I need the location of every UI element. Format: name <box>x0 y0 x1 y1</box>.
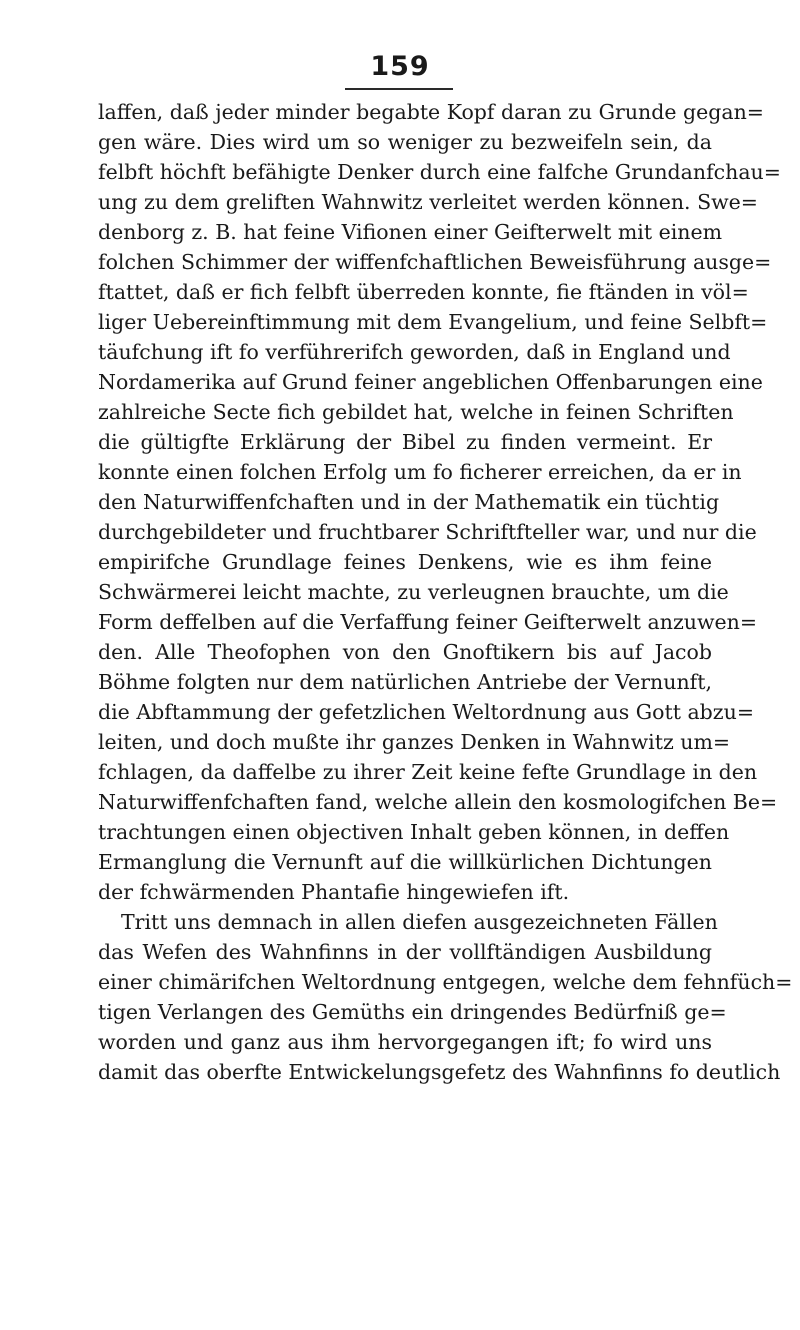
text-line: empirifche Grundlage feines Denkens, wie es ihm feine <box>98 550 712 574</box>
text-line: zahlreiche Secte fich gebildet hat, welche in feinen Schriften <box>98 400 734 424</box>
text-line: ung zu dem greliften Wahnwitz verleitet werden können. Swe= <box>98 190 758 214</box>
text-line: durchgebildeter und fruchtbarer Schriftfteller war, und nur die <box>98 520 757 544</box>
text-line: worden und ganz aus ihm hervorgegangen ift; fo wird uns <box>98 1030 712 1054</box>
text-line: den Naturwiffenfchaften und in der Mathematik ein tüchtig <box>98 490 720 514</box>
text-line: ftattet, daß er fich felbft überreden konnte, fie ftänden in völ= <box>98 280 749 304</box>
text-line: felbft höchft befähigte Denker durch eine falfche Grundanfchau= <box>98 160 781 184</box>
text-line: den. Alle Theofophen von den Gnoftikern bis auf Jacob <box>98 640 712 664</box>
text-line: die gültigfte Erklärung der Bibel zu finden vermeint. Er <box>98 430 712 454</box>
text-line: Form deffelben auf die Verfaffung feiner Geifterwelt anzuwen= <box>98 610 758 634</box>
text-line: das Wefen des Wahnfinns in der vollftändigen Ausbildung <box>98 940 712 964</box>
paragraph-start-line: Tritt uns demnach in allen diefen ausgezeichneten Fällen <box>121 910 718 934</box>
text-line: konnte einen folchen Erfolg um fo ficherer erreichen, da er in <box>98 460 742 484</box>
text-line: denborg z. B. hat feine Vifionen einer Geifterwelt mit einem <box>98 220 723 244</box>
text-line: gen wäre. Dies wird um so weniger zu bezweifeln sein, da <box>98 130 712 154</box>
text-line: fchlagen, da daffelbe zu ihrer Zeit keine fefte Grundlage in den <box>98 760 758 784</box>
text-line: liger Uebereinftimmung mit dem Evangelium, und feine Selbft= <box>98 310 768 334</box>
text-line: damit das oberfte Entwickelungsgefetz des Wahnfinns fo deutlich <box>98 1060 781 1084</box>
text-line: folchen Schimmer der wiffenfchaftlichen Beweisführung ausge= <box>98 250 772 274</box>
text-line: Ermanglung die Vernunft auf die willkürlichen Dichtungen <box>98 850 712 874</box>
text-line: die Abftammung der gefetzlichen Weltordnung aus Gott abzu= <box>98 700 754 724</box>
text-line: laffen, daß jeder minder begabte Kopf daran zu Grunde gegan= <box>98 100 764 124</box>
text-line: tigen Verlangen des Gemüths ein dringendes Bedürfniß ge= <box>98 1000 727 1024</box>
text-line: Naturwiffenfchaften fand, welche allein den kosmologifchen Be= <box>98 790 778 814</box>
text-line: täufchung ift fo verführerifch geworden, daß in England und <box>98 340 731 364</box>
page-number: 159 <box>370 51 430 82</box>
text-line: einer chimärifchen Weltordnung entgegen, welche dem fehnfüch= <box>98 970 793 994</box>
text-line: leiten, und doch mußte ihr ganzes Denken in Wahnwitz um= <box>98 730 731 754</box>
text-line: Nordamerika auf Grund feiner angeblichen Offenbarungen eine <box>98 370 763 394</box>
text-line: der fchwärmenden Phantafie hingewiefen ift. <box>98 880 570 904</box>
text-line: Schwärmerei leicht machte, zu verleugnen brauchte, um die <box>98 580 729 604</box>
text-line: trachtungen einen objectiven Inhalt geben können, in deffen <box>98 820 730 844</box>
text-line: Böhme folgten nur dem natürlichen Antriebe der Vernunft, <box>98 670 712 694</box>
